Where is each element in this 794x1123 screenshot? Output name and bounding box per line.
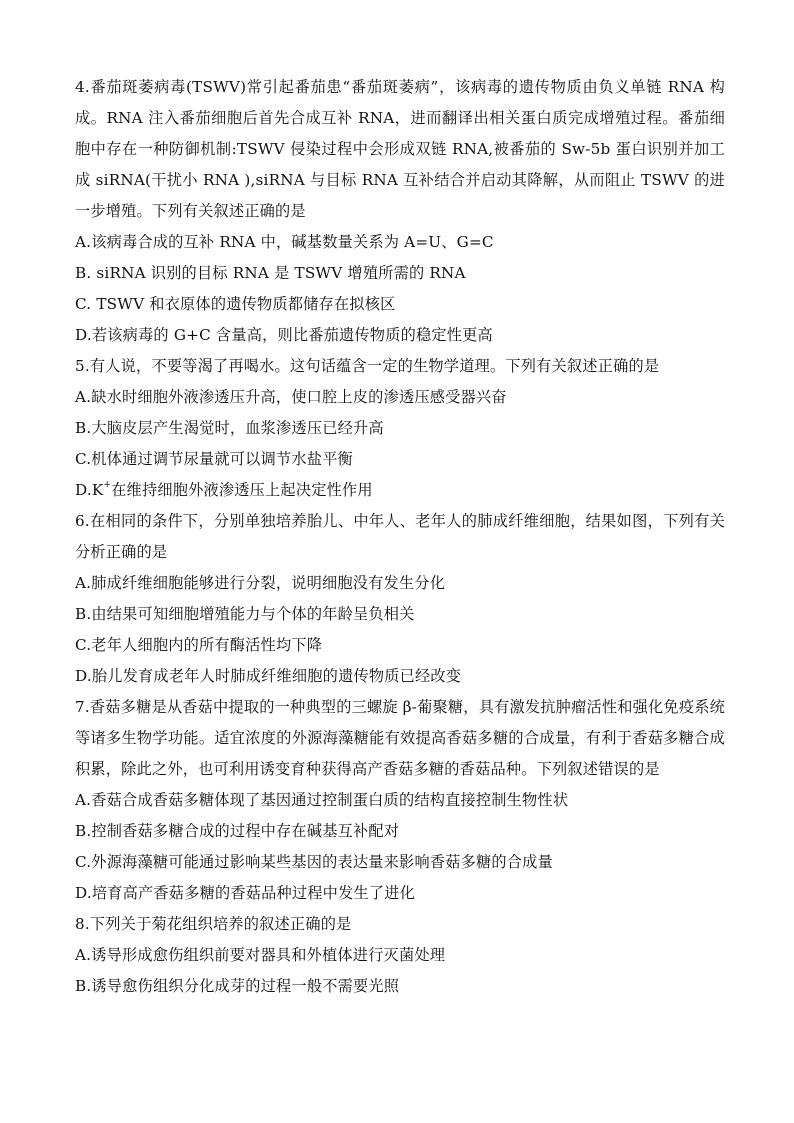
question-7-option-b: B.控制香菇多糖合成的过程中存在碱基互补配对	[75, 822, 400, 840]
question-4-stem: 4.番茄斑萎病毒(TSWV)常引起番茄患“番茄斑萎病”，该病毒的遗传物质由负义单链 RNA 构成。RNA 注入番茄细胞后首先合成互补 RNA，进而翻译出相关蛋白质完成增殖过程。番茄细胞中存在一种防御机制:TSWV 侵染过程中会形成双链 RNA,被番茄的 Sw-5b 蛋白识别并加工成 siRNA(干扰小 RNA ),siRNA 与目标 RNA 互补结合并启动其降解，从而阻止 TSWV 的进一步增殖。下列有关叙述正确的是	[75, 78, 725, 220]
question-6-stem: 6.在相同的条件下，分别单独培养胎儿、中年人、老年人的肺成纤维细胞，结果如图，下列有关分析正确的是	[75, 512, 725, 561]
question-5-option-d-superscript: +	[103, 479, 112, 490]
question-4-option-b: B. siRNA 识别的目标 RNA 是 TSWV 增殖所需的 RNA	[75, 264, 466, 282]
question-4-option-c: C. TSWV 和衣原体的遗传物质都储存在拟核区	[75, 295, 396, 313]
question-7-stem: 7.香菇多糖是从香菇中提取的一种典型的三螺旋 β-葡聚糖，具有激发抗肿瘤活性和强化免疫系统等诸多生物学功能。适宜浓度的外源海藻糖能有效提高香菇多糖的合成量，有利于香菇多糖合成积累，除此之外，也可利用诱变育种获得高产香菇多糖的香菇品种。下列叙述错误的是	[75, 698, 725, 778]
question-7-option-a: A.香菇合成香菇多糖体现了基因通过控制蛋白质的结构直接控制生物性状	[75, 791, 569, 809]
question-7-option-d: D.培育高产香菇多糖的香菇品种过程中发生了进化	[75, 884, 415, 902]
question-5-option-d	[75, 475, 725, 506]
question-6	[75, 506, 725, 692]
question-6-option-a: A.肺成纤维细胞能够进行分裂，说明细胞没有发生分化	[75, 574, 446, 592]
question-8	[75, 909, 725, 1002]
question-4-option-a: A.该病毒合成的互补 RNA 中，碱基数量关系为 A=U、G=C	[75, 233, 494, 251]
question-6-option-b: B.由结果可知细胞增殖能力与个体的年龄呈负相关	[75, 605, 415, 623]
question-5-stem: 5.有人说，不要等渴了再喝水。这句话蕴含一定的生物学道理。下列有关叙述正确的是	[75, 357, 660, 375]
question-8-option-a: A.诱导形成愈伤组织前要对器具和外植体进行灭菌处理	[75, 946, 446, 964]
question-4-option-d: D.若该病毒的 G+C 含量高，则比番茄遗传物质的稳定性更高	[75, 326, 493, 344]
question-5-option-c: C.机体通过调节尿量就可以调节水盐平衡	[75, 450, 353, 468]
question-5-option-a: A.缺水时细胞外液渗透压升高，使口腔上皮的渗透压感受器兴奋	[75, 388, 507, 406]
question-5-option-d-text: 在维持细胞外液渗透压上起决定性作用	[111, 481, 373, 499]
question-7	[75, 692, 725, 909]
question-6-option-d: D.胎儿发育成老年人时肺成纤维细胞的遗传物质已经改变	[75, 667, 462, 685]
question-8-option-b: B.诱导愈伤组织分化成芽的过程一般不需要光照	[75, 977, 400, 995]
question-5	[75, 351, 725, 506]
question-5-option-d-prefix: D.K	[75, 481, 104, 499]
question-6-option-c: C.老年人细胞内的所有酶活性均下降	[75, 636, 323, 654]
question-5-option-b: B.大脑皮层产生渴觉时，血浆渗透压已经升高	[75, 419, 384, 437]
question-7-option-c: C.外源海藻糖可能通过影响某些基因的表达量来影响香菇多糖的合成量	[75, 853, 553, 871]
question-8-stem: 8.下列关于菊花组织培养的叙述正确的是	[75, 915, 352, 933]
document-page	[75, 72, 725, 1002]
question-4	[75, 72, 725, 351]
